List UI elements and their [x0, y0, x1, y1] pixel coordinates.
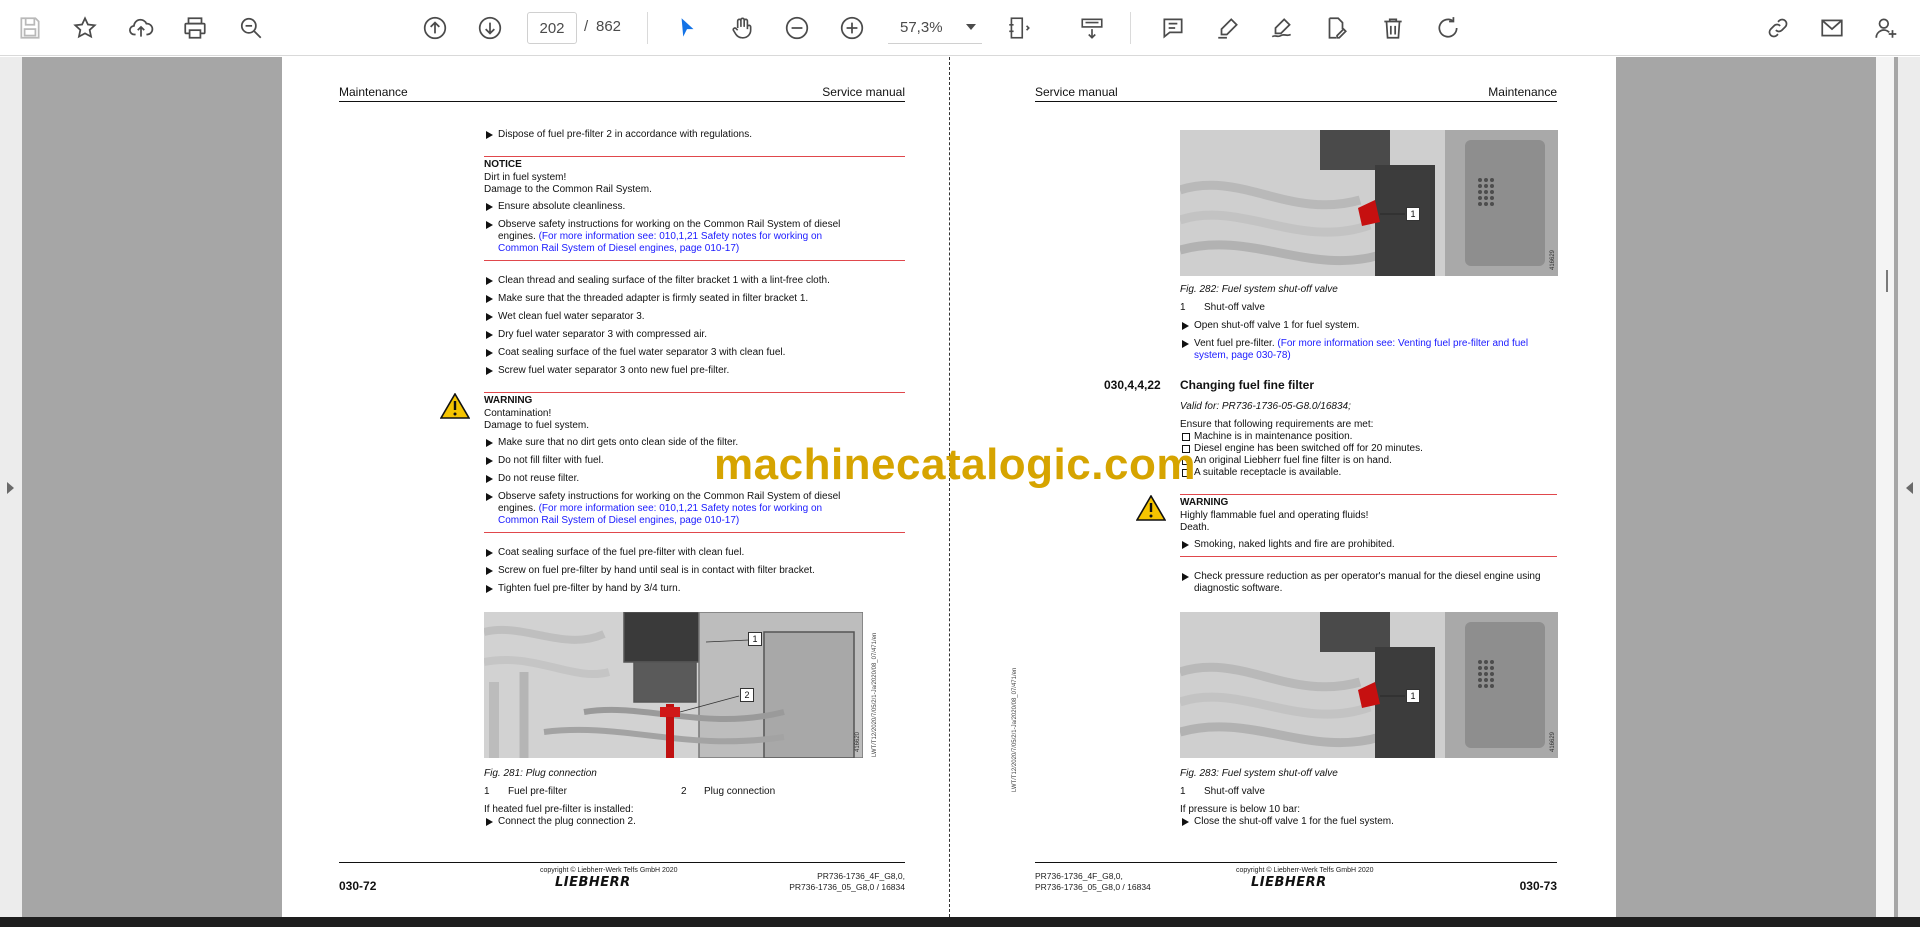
zoom-out-icon[interactable] — [781, 12, 813, 44]
notice-rule-top — [484, 156, 905, 157]
share-link-icon[interactable] — [1762, 12, 1794, 44]
list-item: Smoking, naked lights and fire are prohibited. — [1180, 539, 1395, 552]
rotate-icon[interactable] — [1432, 12, 1464, 44]
figure-id: 416629 — [1550, 249, 1556, 270]
notice-text: Damage to the Common Rail System. — [484, 184, 652, 195]
cross-reference-link[interactable]: (For more information see: 010,1,21 Safety notes for working on — [538, 231, 823, 242]
list-item: Do not reuse filter. — [484, 473, 579, 486]
figure-callout: 2 — [740, 688, 754, 702]
mail-icon[interactable] — [1816, 12, 1848, 44]
page-header-right: Maintenance — [1488, 85, 1557, 99]
section-number: 030,4,4,22 — [1104, 378, 1161, 392]
document-id-line: PR736-1736_05_G8,0 / 16834 — [1035, 882, 1151, 892]
body-text: If heated fuel pre-filter is installed: — [484, 804, 634, 815]
toolbar-divider — [1130, 12, 1131, 44]
highlight-pen-icon[interactable] — [1212, 12, 1244, 44]
warning-triangle-icon — [440, 393, 470, 419]
figure-id: 416629 — [1550, 731, 1556, 752]
figure-plug-connection — [484, 612, 863, 758]
list-item: Wet clean fuel water separator 3. — [484, 311, 645, 324]
requirement-item: Diesel engine has been switched off for 20 minutes. — [1180, 443, 1423, 456]
figure-caption: Fig. 281: Plug connection — [484, 768, 597, 779]
list-item: Connect the plug connection 2. — [484, 816, 636, 829]
warning-text: Highly flammable fuel and operating fluids! — [1180, 510, 1369, 521]
list-item: Do not fill filter with fuel. — [484, 455, 604, 468]
footer-rule — [1035, 862, 1557, 863]
warning-text: Damage to fuel system. — [484, 420, 590, 431]
list-item: Close the shut-off valve 1 for the fuel system. — [1180, 816, 1394, 829]
document-id-line: PR736-1736_05_G8,0 / 16834 — [789, 882, 905, 892]
zoom-level-value: 57,3% — [900, 19, 943, 36]
header-rule — [1035, 101, 1557, 102]
edit-document-icon[interactable] — [1320, 12, 1352, 44]
notice-text: Dirt in fuel system! — [484, 172, 567, 183]
next-page-icon[interactable] — [474, 12, 506, 44]
page-header-right: Service manual — [822, 85, 905, 99]
scrollbar-thumb[interactable] — [1886, 270, 1888, 292]
footer-rule — [339, 862, 905, 863]
delete-trash-icon[interactable] — [1377, 12, 1409, 44]
previous-page-icon[interactable] — [419, 12, 451, 44]
page-header-left: Maintenance — [339, 85, 408, 99]
list-item: Ensure absolute cleanliness. — [484, 201, 625, 214]
valid-for-text: Valid for: PR736-1736-05-G8.0/16834; — [1180, 401, 1351, 412]
legend-text: Shut-off valve — [1204, 302, 1265, 313]
list-item-continued: diagnostic software. — [1194, 583, 1283, 594]
page-header-left: Service manual — [1035, 85, 1118, 99]
add-user-icon[interactable] — [1870, 12, 1902, 44]
figure-shutoff-valve — [1180, 612, 1558, 758]
list-item-text: Vent fuel pre-filter. — [1194, 338, 1275, 349]
page-fit-icon[interactable] — [1003, 12, 1035, 44]
warning-rule-bottom — [1180, 556, 1557, 557]
legend-text: Shut-off valve — [1204, 786, 1265, 797]
warning-title: WARNING — [1180, 497, 1229, 508]
draw-signature-icon[interactable] — [1266, 12, 1298, 44]
list-item: Make sure that the threaded adapter is firmly seated in filter bracket 1. — [484, 293, 808, 306]
document-id — [1035, 871, 1151, 893]
watermark-text: machinecatalogic.com — [714, 440, 1196, 489]
section-title: Changing fuel fine filter — [1180, 378, 1314, 392]
toolbar-divider — [647, 12, 648, 44]
document-id-line: PR736-1736_4F_G8,0, — [817, 871, 905, 881]
expand-left-panel-icon[interactable] — [7, 482, 14, 494]
legend-number: 1 — [484, 786, 490, 797]
figure-shutoff-valve — [1180, 130, 1558, 276]
zoom-in-icon[interactable] — [836, 12, 868, 44]
document-code: LWT/T12/2020/7/05/2/1-Ja/2020/08_07/471/en — [872, 632, 878, 757]
body-text: If pressure is below 10 bar: — [1180, 804, 1301, 815]
list-item-text: engines. — [498, 231, 536, 242]
figure-caption: Fig. 283: Fuel system shut-off valve — [1180, 768, 1338, 779]
copyright-text: copyright © Liebherr-Werk Telfs GmbH 2020 — [1236, 867, 1374, 874]
liebherr-logo: LIEBHERR — [555, 875, 631, 890]
comment-icon[interactable] — [1157, 12, 1189, 44]
cross-reference-link[interactable]: (For more information see: Venting fuel pre-filter and fuel — [1277, 338, 1529, 349]
notice-title: NOTICE — [484, 159, 522, 170]
legend-number: 1 — [1180, 786, 1186, 797]
list-item: Observe safety instructions for working on the Common Rail System of diesel — [484, 491, 840, 504]
warning-text: Contamination! — [484, 408, 552, 419]
list-item: Dry fuel water separator 3 with compressed air. — [484, 329, 707, 342]
list-item: Tighten fuel pre-filter by hand by 3/4 turn. — [484, 583, 681, 596]
warning-triangle-icon — [1136, 495, 1166, 521]
legend-number: 2 — [681, 786, 687, 797]
cross-reference-link[interactable]: (For more information see: 010,1,21 Safety notes for working on — [538, 503, 823, 514]
requirement-item: Machine is in maintenance position. — [1180, 431, 1352, 444]
list-item-text: engines. — [498, 503, 536, 514]
cross-reference-link[interactable]: Common Rail System of Diesel engines, page 010-17) — [498, 243, 740, 254]
page-number: 030-72 — [339, 879, 377, 893]
page-number-input[interactable]: 202 — [527, 12, 577, 44]
list-item: Observe safety instructions for working on the Common Rail System of diesel — [484, 219, 840, 232]
engine-illustration — [1180, 612, 1558, 758]
warning-text: Death. — [1180, 522, 1210, 533]
figure-caption: Fig. 282: Fuel system shut-off valve — [1180, 284, 1338, 295]
list-item: Dispose of fuel pre-filter 2 in accordance with regulations. — [484, 129, 752, 142]
figure-callout: 1 — [1406, 689, 1420, 703]
expand-right-panel-icon[interactable] — [1906, 482, 1913, 494]
header-rule — [339, 101, 905, 102]
taskbar-strip — [0, 917, 1920, 927]
requirement-item: A suitable receptacle is available. — [1180, 467, 1341, 480]
notice-rule-bottom — [484, 260, 905, 261]
print-icon[interactable] — [179, 12, 211, 44]
figure-id: 416620 — [855, 731, 861, 752]
figure-callout: 1 — [1406, 207, 1420, 221]
save-icon[interactable] — [14, 12, 46, 44]
legend-text: Plug connection — [704, 786, 776, 797]
list-item: Screw fuel water separator 3 onto new fuel pre-filter. — [484, 365, 729, 378]
list-item: Coat sealing surface of the fuel water separator 3 with clean fuel. — [484, 347, 785, 360]
page-number: 030-73 — [1519, 879, 1557, 893]
hand-tool-icon[interactable] — [726, 12, 758, 44]
warning-rule-top — [1180, 494, 1557, 495]
engine-illustration — [1180, 130, 1558, 276]
document-id — [789, 871, 905, 893]
chevron-down-icon — [966, 24, 976, 30]
list-item: Clean thread and sealing surface of the filter bracket 1 with a lint-free cloth. — [484, 275, 830, 288]
document-id-line: PR736-1736_4F_G8,0, — [1035, 871, 1123, 881]
list-item: Open shut-off valve 1 for fuel system. — [1180, 320, 1359, 333]
list-item — [1180, 338, 1528, 351]
upload-cloud-icon[interactable] — [125, 12, 157, 44]
list-item-continued — [498, 231, 822, 244]
list-item: Make sure that no dirt gets onto clean side of the filter. — [484, 437, 738, 450]
list-item-continued — [498, 503, 822, 516]
warning-title: WARNING — [484, 395, 533, 406]
star-bookmark-icon[interactable] — [69, 12, 101, 44]
liebherr-logo: LIEBHERR — [1251, 875, 1327, 890]
legend-number: 1 — [1180, 302, 1186, 313]
engine-illustration — [484, 612, 863, 758]
copyright-text: copyright © Liebherr-Werk Telfs GmbH 2020 — [540, 867, 678, 874]
cross-reference-link[interactable]: system, page 030-78) — [1194, 350, 1291, 361]
body-text: Ensure that following requirements are met: — [1180, 419, 1374, 430]
cross-reference-link[interactable]: Common Rail System of Diesel engines, page 010-17) — [498, 515, 740, 526]
warning-rule-top — [484, 392, 905, 393]
list-item: Coat sealing surface of the fuel pre-filter with clean fuel. — [484, 547, 744, 560]
vertical-scrollbar[interactable] — [1876, 57, 1894, 917]
figure-callout: 1 — [748, 632, 762, 646]
warning-rule-bottom — [484, 532, 905, 533]
scroll-mode-icon[interactable] — [1076, 12, 1108, 44]
list-item: Check pressure reduction as per operator's manual for the diesel engine using — [1180, 571, 1541, 584]
page-total: 862 — [596, 18, 622, 35]
zoom-level-select[interactable] — [888, 12, 982, 44]
search-zoom-icon[interactable] — [235, 12, 267, 44]
toolbar — [0, 0, 1920, 56]
requirement-item: An original Liebherr fuel fine filter is on hand. — [1180, 455, 1392, 468]
page-separator: / — [584, 18, 589, 35]
legend-text: Fuel pre-filter — [508, 786, 567, 797]
list-item: Screw on fuel pre-filter by hand until seal is in contact with filter bracket. — [484, 565, 815, 578]
select-cursor-icon[interactable] — [671, 12, 703, 44]
document-code: LWT/T12/2020/7/05/2/1-Ja/2020/08_07/471/en — [1012, 667, 1018, 792]
